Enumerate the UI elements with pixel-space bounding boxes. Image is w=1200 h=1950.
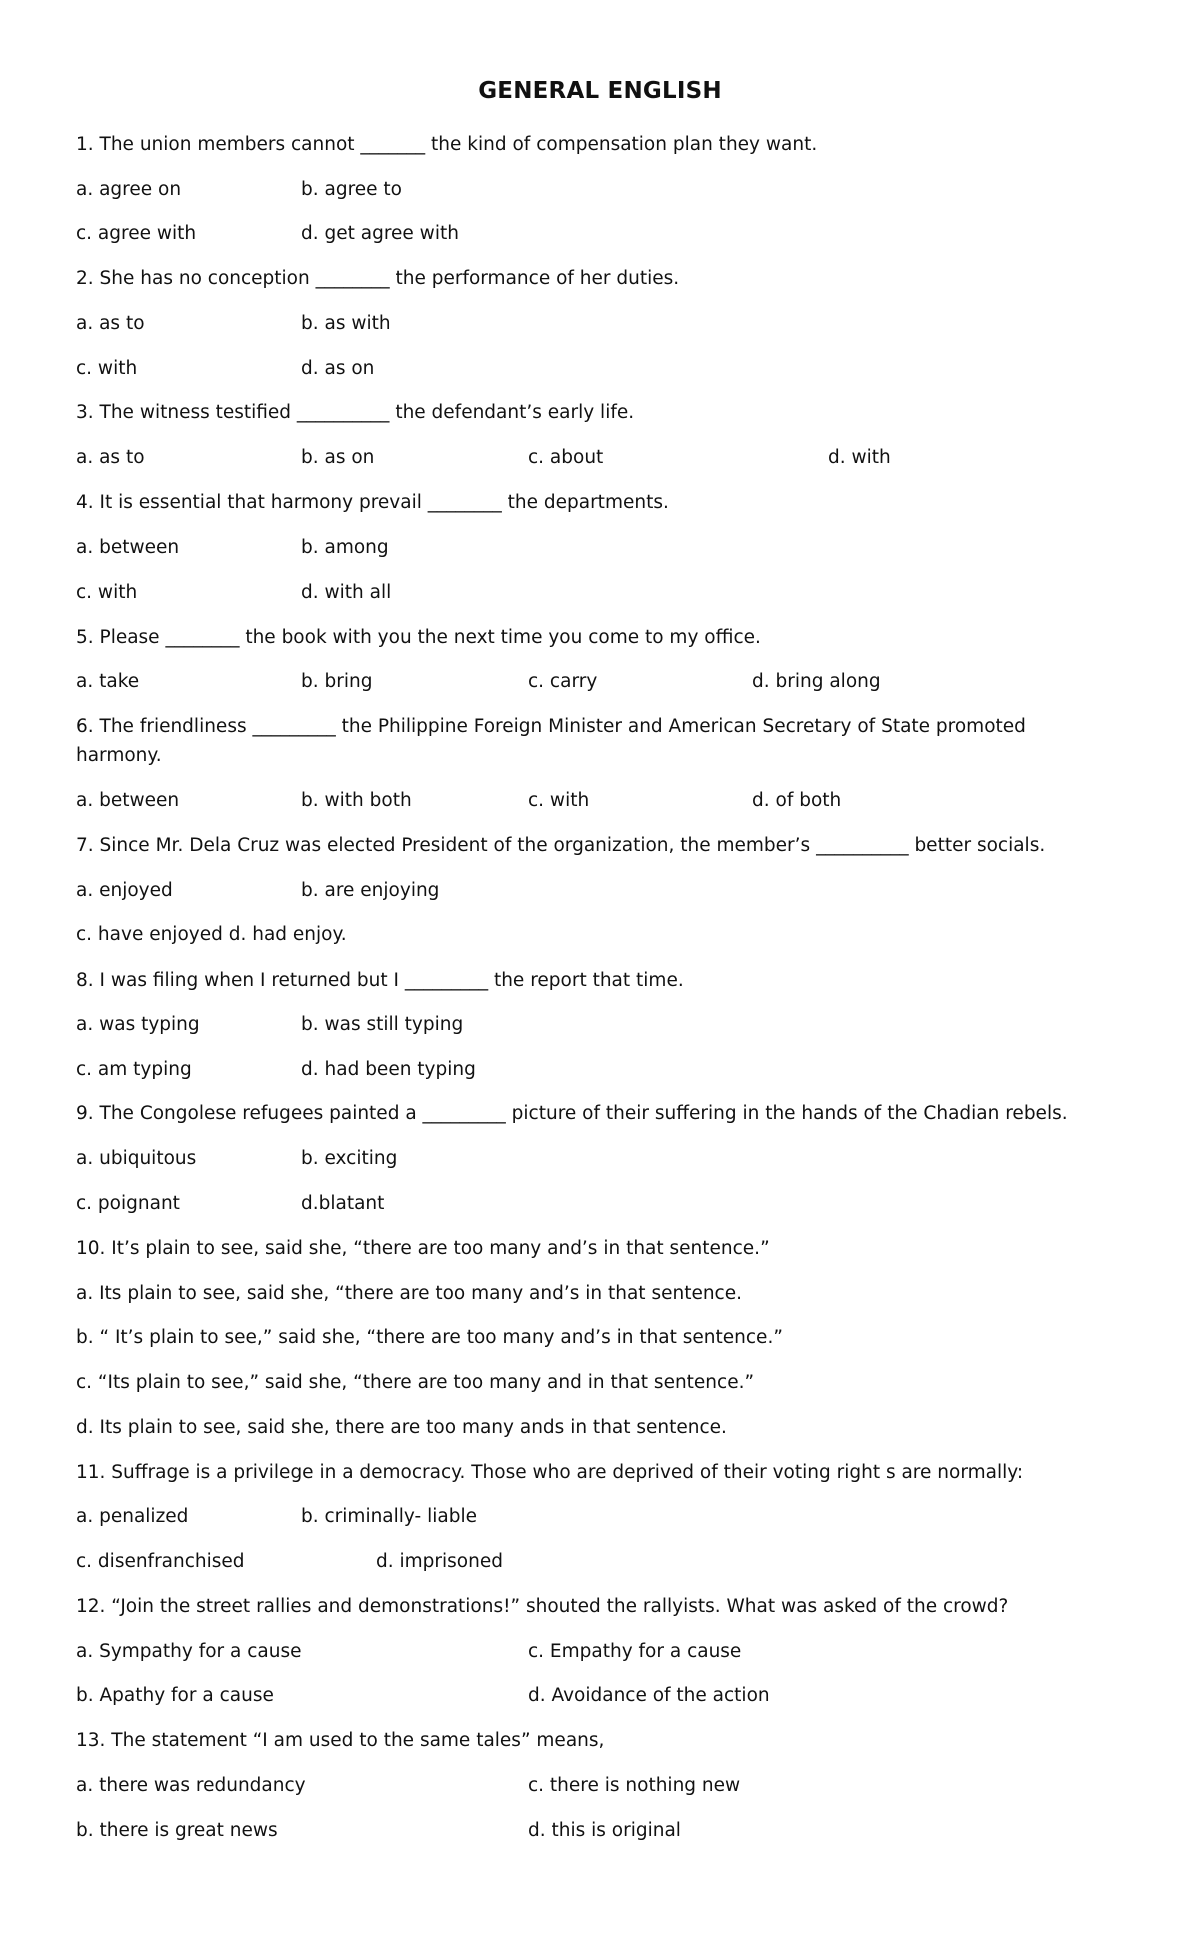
q8-option-d: d. had been typing bbox=[301, 1059, 476, 1080]
question-1: 1. The union members cannot _______ the kind of compensation plan they want. bbox=[76, 134, 818, 155]
q4-option-a: a. between bbox=[76, 537, 180, 558]
q5-option-d: d. bring along bbox=[752, 671, 881, 692]
q7-option-a: a. enjoyed bbox=[76, 880, 173, 901]
question-12: 12. “Join the street rallies and demonstrations!” shouted the rallyists. What was asked of the crowd? bbox=[76, 1596, 1009, 1617]
q3-option-b: b. as on bbox=[301, 447, 375, 468]
q1-option-d: d. get agree with bbox=[301, 223, 459, 244]
question-6: 6. The friendliness _________ the Philippine Foreign Minister and American Secretary of State promoted harmony. bbox=[76, 716, 1026, 766]
question-3: 3. The witness testified __________ the defendant’s early life. bbox=[76, 402, 635, 423]
q4-option-d: d. with all bbox=[301, 582, 392, 603]
document-title: GENERAL ENGLISH bbox=[478, 78, 722, 104]
question-9: 9. The Congolese refugees painted a _________ picture of their suffering in the hands of the Chadian rebels. bbox=[76, 1103, 1068, 1124]
question-4: 4. It is essential that harmony prevail ________ the departments. bbox=[76, 492, 669, 513]
q7-option-c-d: c. have enjoyed d. had enjoy. bbox=[76, 924, 347, 945]
q12-option-b: b. Apathy for a cause bbox=[76, 1685, 274, 1706]
question-13: 13. The statement “I am used to the same tales” means, bbox=[76, 1730, 605, 1751]
q13-option-a: a. there was redundancy bbox=[76, 1775, 306, 1796]
q11-option-b: b. criminally- liable bbox=[301, 1506, 477, 1527]
q10-option-c: c. “Its plain to see,” said she, “there are too many and in that sentence.” bbox=[76, 1372, 755, 1393]
q6-option-a: a. between bbox=[76, 790, 180, 811]
q11-option-d: d. imprisoned bbox=[376, 1551, 503, 1572]
question-10: 10. It’s plain to see, said she, “there are too many and’s in that sentence.” bbox=[76, 1238, 770, 1259]
q13-option-c: c. there is nothing new bbox=[528, 1775, 741, 1796]
q5-option-a: a. take bbox=[76, 671, 140, 692]
q1-option-b: b. agree to bbox=[301, 179, 403, 200]
q4-option-c: c. with bbox=[76, 582, 138, 603]
q2-option-d: d. as on bbox=[301, 358, 375, 379]
q10-option-a: a. Its plain to see, said she, “there are too many and’s in that sentence. bbox=[76, 1283, 742, 1304]
q9-option-a: a. ubiquitous bbox=[76, 1148, 197, 1169]
q3-option-a: a. as to bbox=[76, 447, 145, 468]
q9-option-b: b. exciting bbox=[301, 1148, 398, 1169]
q3-option-c: c. about bbox=[528, 447, 604, 468]
q8-option-a: a. was typing bbox=[76, 1014, 200, 1035]
q13-option-d: d. this is original bbox=[528, 1820, 681, 1841]
q1-option-c: c. agree with bbox=[76, 223, 197, 244]
q11-option-c: c. disenfranchised bbox=[76, 1551, 245, 1572]
question-11: 11. Suffrage is a privilege in a democracy. Those who are deprived of their voting right s are normally: bbox=[76, 1462, 1024, 1483]
q8-option-c: c. am typing bbox=[76, 1059, 192, 1080]
q3-option-d: d. with bbox=[828, 447, 891, 468]
q5-option-b: b. bring bbox=[301, 671, 373, 692]
q9-option-d: d.blatant bbox=[301, 1193, 385, 1214]
q10-option-d: d. Its plain to see, said she, there are too many ands in that sentence. bbox=[76, 1417, 727, 1438]
q1-option-a: a. agree on bbox=[76, 179, 182, 200]
q12-option-a: a. Sympathy for a cause bbox=[76, 1641, 302, 1662]
q13-option-b: b. there is great news bbox=[76, 1820, 278, 1841]
question-7: 7. Since Mr. Dela Cruz was elected President of the organization, the member’s __________ better socials. bbox=[76, 835, 1046, 856]
q4-option-b: b. among bbox=[301, 537, 389, 558]
q12-option-c: c. Empathy for a cause bbox=[528, 1641, 742, 1662]
question-8: 8. I was filing when I returned but I _________ the report that time. bbox=[76, 970, 684, 991]
q2-option-b: b. as with bbox=[301, 313, 391, 334]
q11-option-a: a. penalized bbox=[76, 1506, 189, 1527]
q2-option-a: a. as to bbox=[76, 313, 145, 334]
question-5: 5. Please ________ the book with you the next time you come to my office. bbox=[76, 627, 761, 648]
question-2: 2. She has no conception ________ the performance of her duties. bbox=[76, 268, 680, 289]
q12-option-d: d. Avoidance of the action bbox=[528, 1685, 770, 1706]
q5-option-c: c. carry bbox=[528, 671, 598, 692]
q9-option-c: c. poignant bbox=[76, 1193, 180, 1214]
q6-option-c: c. with bbox=[528, 790, 590, 811]
q2-option-c: c. with bbox=[76, 358, 138, 379]
q6-option-b: b. with both bbox=[301, 790, 412, 811]
q10-option-b: b. “ It’s plain to see,” said she, “there are too many and’s in that sentence.” bbox=[76, 1327, 783, 1348]
q6-option-d: d. of both bbox=[752, 790, 842, 811]
q7-option-b: b. are enjoying bbox=[301, 880, 440, 901]
q8-option-b: b. was still typing bbox=[301, 1014, 464, 1035]
